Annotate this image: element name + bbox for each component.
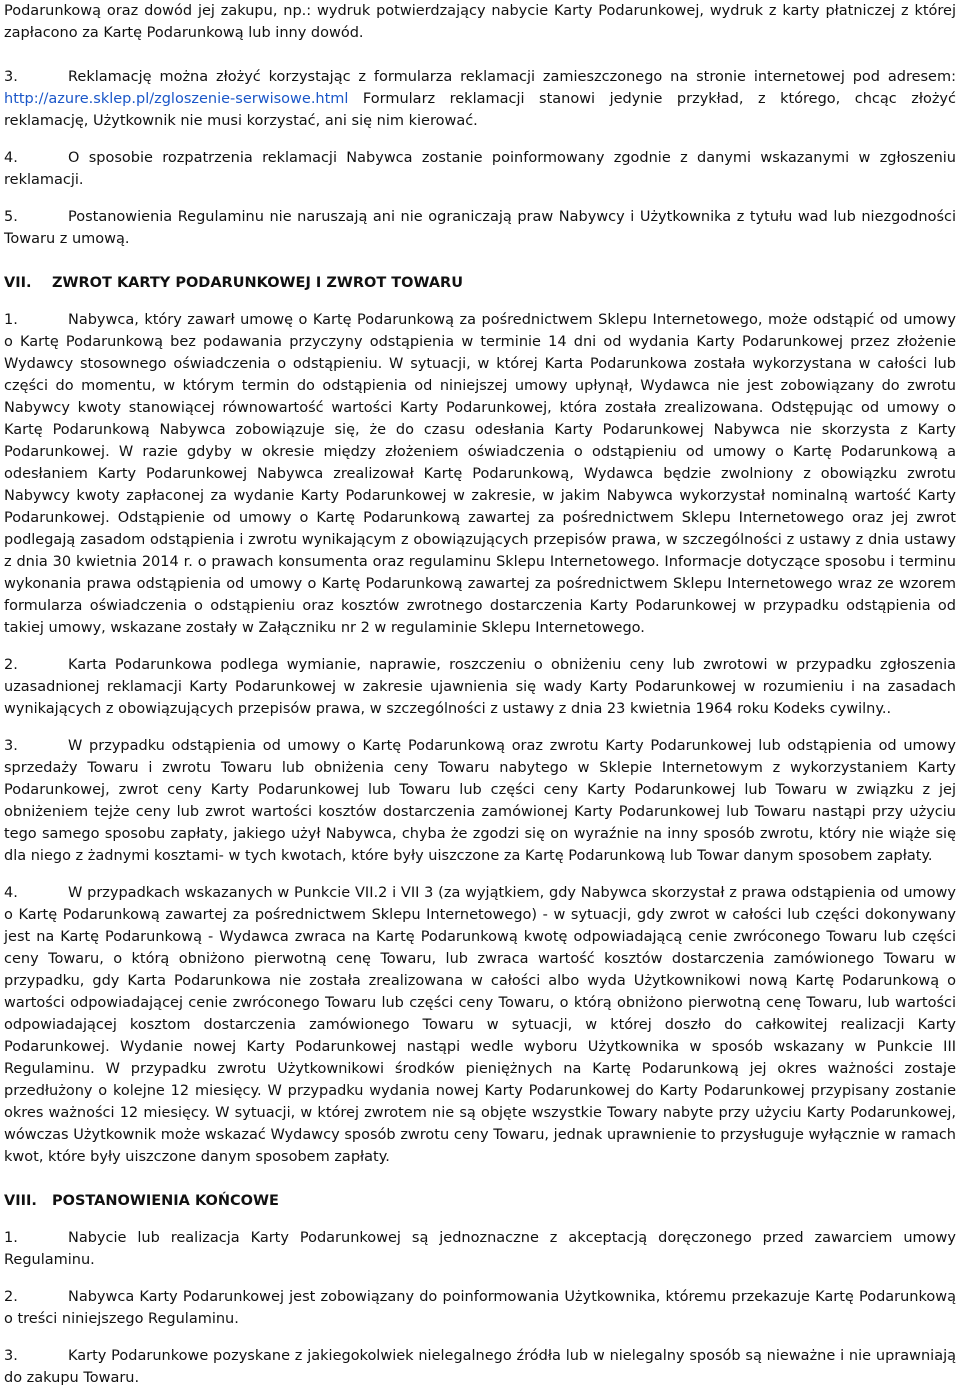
paragraph-text: W przypadku odstąpienia od umowy o Kartę Podarunkową oraz zwrotu Karty Podarunkowej lub odstąpienia od umowy sprzedaży Towaru i zwrotu Towaru lub obniżenia ceny Towaru nabytego w Sklepie Internetowym z wykorzystaniem Karty Podarunkowej, zwrot ceny Karty Podarunkowej lub Towaru lub części ceny Karty Podarunkowej lub Towaru w związku z jej obniżeniem tejże ceny lub zwrot wartości kosztów dostarczenia zamówionej Karty Podarunkowej lub Towaru nastąpi przy użyciu tego samego sposobu zapłaty, jakiego użył Nabywca, chyba że zgodzi się on wyraźnie na inny sposób zwrotu, który nie wiąże się dla niego z żadnymi kosztami- w tych kwotach, które były uiszczone za Kartę Podarunkową lub Towar danym sposobem zapłaty.	[4, 738, 956, 864]
paragraph-number: 3.	[4, 69, 18, 85]
section-title: POSTANOWIENIA KOŃCOWE	[52, 1193, 279, 1209]
illegal-cards-paragraph	[4, 1345, 956, 1389]
paragraph-text: Karty Podarunkowe pozyskane z jakiegokolwiek nielegalnego źródła lub w nielegalny sposób są nieważne i nie uprawniają do zakupu Towaru.	[4, 1348, 956, 1386]
intro-paragraph: Podarunkową oraz dowód jej zakupu, np.: wydruk potwierdzający nabycie Karty Podarunkowej, wydruk z karty płatniczej z której zapłacono za Kartę Podarunkową lub inny dowód.	[4, 3, 956, 41]
paragraph-number: 4.	[4, 150, 18, 166]
paragraph-text: Karta Podarunkowa podlega wymianie, naprawie, roszczeniu o obniżeniu ceny lub zwrotowi w przypadku zgłoszenia uzasadnionej reklamacji Karty Podarunkowej w zakresie ujawnienia się wady Karty Podarunkowej w rozumieniu i na zasadach wynikających z obowiązujących przepisów prawa, w szczególności z ustawy z dnia 23 kwietnia 1964 roku Kodeks cywilny..	[4, 657, 956, 717]
paragraph-number: 2.	[4, 1289, 18, 1305]
paragraph-text: Reklamację można złożyć korzystając z formularza reklamacji zamieszczonego na stronie internetowej pod adresem:	[68, 69, 956, 85]
inform-user-paragraph	[4, 1286, 956, 1330]
paragraph-number: 4.	[4, 885, 18, 901]
paragraph-number: 1.	[4, 1230, 18, 1246]
paragraph-number: 5.	[4, 209, 18, 225]
paragraph-text: Nabycie lub realizacja Karty Podarunkowej są jednoznaczne z akceptacją doręczonego przed zawarciem umowy Regulaminu.	[4, 1230, 956, 1268]
withdrawal-paragraph	[4, 309, 956, 639]
complaint-form-link[interactable]: http://azure.sklep.pl/zgloszenie-serwisowe.html	[4, 91, 349, 107]
complaint-notification-paragraph	[4, 147, 956, 191]
paragraph-text: O sposobie rozpatrzenia reklamacji Nabywca zostanie poinformowany zgodnie z danymi wskazanymi w zgłoszeniu reklamacji.	[4, 150, 956, 188]
card-defect-paragraph	[4, 654, 956, 720]
section-heading-viii	[4, 1190, 956, 1212]
paragraph-text: Postanowienia Regulaminu nie naruszają ani nie ograniczają praw Nabywcy i Użytkownika z tytułu wad lub niezgodności Towaru z umową.	[4, 209, 956, 247]
acceptance-paragraph	[4, 1227, 956, 1271]
refund-to-card-paragraph	[4, 882, 956, 1168]
section-heading-vii	[4, 272, 956, 294]
paragraph-number: 3.	[4, 738, 18, 754]
complaint-form-paragraph	[4, 66, 956, 132]
paragraph-text-continued: Formularz reklamacji stanowi jedynie przykład, z którego, chcąc złożyć reklamację, Użytkownik nie musi korzystać, ani się nim kierować.	[4, 91, 956, 129]
rights-paragraph	[4, 206, 956, 250]
refund-method-paragraph	[4, 735, 956, 867]
paragraph-number: 2.	[4, 657, 18, 673]
paragraph-text: Nabywca, który zawarł umowę o Kartę Podarunkową za pośrednictwem Sklepu Internetowego, może odstąpić od umowy o Kartę Podarunkową bez podawania przyczyny odstąpienia w terminie 14 dni od wydania Karty Podarunkowej przez złożenie Wydawcy stosownego oświadczenia o odstąpieniu. W sytuacji, w której Karta Podarunkowa została wykorzystana w całości lub części do momentu, w którym termin do odstąpienia od niniejszej umowy upłynął, Wydawca nie jest zobowiązany do zwrotu Nabywcy kwoty stanowiącej równowartość wartości Karty Podarunkowej, która została zrealizowana. Odstępując od umowy o Kartę Podarunkową Nabywca zobowiązuje się, że do czasu odesłania Karty Podarunkowej Nabywca nie skorzysta z Karty Podarunkowej. W razie gdyby w okresie między złożeniem oświadczenia o odstąpieniu od umowy o Kartę Podarunkową a odesłaniem Karty Podarunkowej Nabywca zrealizował Kartę Podarunkową, Wydawca będzie zwolniony z obowiązku zwrotu Nabywcy kwoty zapłaconej za wydanie Karty Podarunkowej w zakresie, w jakim Nabywca wykorzystał nominalną wartość Karty Podarunkowej. Odstąpienie od umowy o Kartę Podarunkową zawartej za pośrednictwem Sklepu Internetowego oraz jej zwrot podlegają zasadom odstąpienia i zwrotu wynikającym z obowiązujących przepisów prawa, w szczególności z ustawy z dnia ustawy z dnia 30 kwietnia 2014 r. o prawach konsumenta oraz regulaminu Sklepu Internetowego. Informacje dotyczące sposobu i terminu wykonania prawa odstąpienia od umowy o Kartę Podarunkową zawartej za pośrednictwem Sklepu Internetowego wraz ze wzorem formularza oświadczenia o odstąpieniu oraz kosztów zwrotnego dostarczenia Karty Podarunkowej w przypadku odstąpienia od takiej umowy, wskazane zostały w Załączniku nr 2 w regulaminie Sklepu Internetowego.	[4, 312, 956, 636]
paragraph-number: 3.	[4, 1348, 18, 1364]
section-number: VII.	[4, 275, 32, 291]
section-title: ZWROT KARTY PODARUNKOWEJ I ZWROT TOWARU	[52, 275, 463, 291]
paragraph-text: W przypadkach wskazanych w Punkcie VII.2 i VII 3 (za wyjątkiem, gdy Nabywca skorzystał z prawa odstąpienia od umowy o Kartę Podarunkową zawartej za pośrednictwem Sklepu Internetowego) - w sytuacji, gdy zwrot w całości lub części dokonywany jest na Kartę Podarunkową - Wydawca zwraca na Kartę Podarunkową kwotę odpowiadającą cenie zwróconego Towaru lub części ceny Towaru, o którą obniżono pierwotną cenę Towaru, lub zwraca wartość kosztów dostarczenia zamówionego Towaru w przypadku, gdy Karta Podarunkowa nie została zrealizowana w całości albo wyda Użytkownikowi nową Kartę Podarunkową o wartości odpowiadającej cenie zwróconego Towaru lub części ceny Towaru, o którą obniżono pierwotną cenę Towaru, lub wartości odpowiadającej kosztom dostarczenia zamówionego Towaru w sytuacji, w której doszło do całkowitej realizacji Karty Podarunkowej. Wydanie nowej Karty Podarunkowej nastąpi wedle wyboru Użytkownika w sposób wskazany w Punkcie III Regulaminu. W przypadku zwrotu Użytkownikowi środków pieniężnych na Kartę Podarunkową jej okres ważności zostaje przedłużony o kolejne 12 miesięcy. W przypadku wydania nowej Karty Podarunkowej do Karty Podarunkowej przypisany zostanie okres ważności 12 miesięcy. W sytuacji, w której zwrotem nie są objęte wszystkie Towary nabyte przy użyciu Karty Podarunkowej, wówczas Użytkownik może wskazać Wydawcy sposób zwrotu ceny Towaru, jednak uprawnienie to przysługuje wyłącznie w ramach kwot, które były uiszczone danym sposobem zapłaty.	[4, 885, 956, 1165]
section-number: VIII.	[4, 1193, 37, 1209]
paragraph-number: 1.	[4, 312, 18, 328]
paragraph-text: Nabywca Karty Podarunkowej jest zobowiązany do poinformowania Użytkownika, któremu przekazuje Kartę Podarunkową o treści niniejszego Regulaminu.	[4, 1289, 956, 1327]
